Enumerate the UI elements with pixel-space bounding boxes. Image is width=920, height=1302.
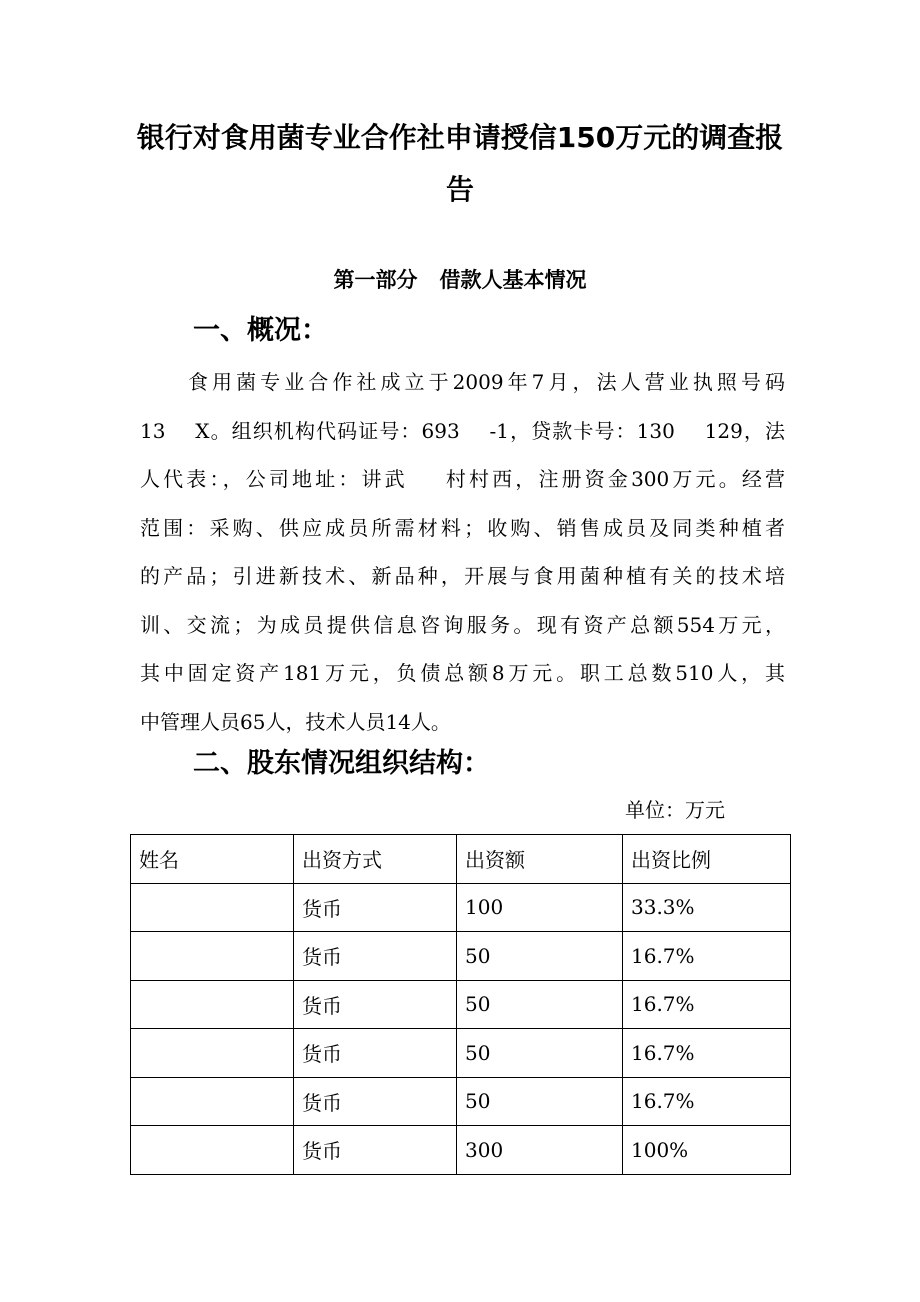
shareholder-table <box>130 834 791 1175</box>
cell-ratio: 16.7% <box>623 1077 791 1126</box>
cell-method: 货币 <box>294 1077 457 1126</box>
paragraph-line: 中管理人员65人，技术人员14人。 <box>140 709 451 734</box>
cell-name <box>131 932 294 981</box>
paragraph-line: 其中固定资产181万元，负债总额8万元。职工总数510人，其 <box>140 661 785 685</box>
table-row <box>131 1029 791 1078</box>
cell-amount: 100 <box>457 883 623 932</box>
table-row <box>131 1126 791 1175</box>
cell-name <box>131 1126 294 1175</box>
header-name: 姓名 <box>131 835 294 884</box>
overview-paragraph <box>140 358 785 746</box>
table-row <box>131 932 791 981</box>
cell-method: 货币 <box>294 883 457 932</box>
paragraph-line: 的产品；引进新技术、新品种，开展与食用菌种植有关的技术培 <box>140 564 785 588</box>
paragraph-line: 13 X。组织机构代码证号：693 -1，贷款卡号：130 129，法 <box>140 418 785 443</box>
table-row <box>131 1077 791 1126</box>
paragraph-line: 训、交流；为成员提供信息咨询服务。现有资产总额554万元， <box>140 612 785 637</box>
cell-name <box>131 980 294 1029</box>
table-row <box>131 980 791 1029</box>
cell-amount: 50 <box>457 1029 623 1078</box>
cell-amount: 300 <box>457 1126 623 1175</box>
part-heading: 第一部分 借款人基本情况 <box>333 268 587 292</box>
header-contribution-method: 出资方式 <box>294 835 457 884</box>
section-heading-shareholders: 二、股东情况组织结构： <box>193 748 490 779</box>
paragraph-line: 食用菌专业合作社成立于2009年7月，法人营业执照号码 <box>188 370 785 394</box>
cell-method: 货币 <box>294 1126 457 1175</box>
cell-amount: 50 <box>457 980 623 1029</box>
paragraph-line: 人代表：，公司地址：讲武 村村西，注册资金300万元。经营 <box>140 467 785 491</box>
cell-method: 货币 <box>294 932 457 981</box>
header-contribution-ratio: 出资比例 <box>623 835 791 884</box>
cell-ratio: 33.3% <box>623 883 791 932</box>
cell-name <box>131 1077 294 1126</box>
cell-method: 货币 <box>294 1029 457 1078</box>
document-title: 银行对食用菌专业合作社申请授信150万元的调查报告 <box>136 121 784 206</box>
cell-method: 货币 <box>294 980 457 1029</box>
header-contribution-amount: 出资额 <box>457 835 623 884</box>
table-header-row <box>131 835 791 884</box>
cell-amount: 50 <box>457 1077 623 1126</box>
section-heading-overview: 一、概况： <box>193 315 328 346</box>
cell-amount: 50 <box>457 932 623 981</box>
cell-name <box>131 883 294 932</box>
cell-name <box>131 1029 294 1078</box>
cell-ratio: 16.7% <box>623 932 791 981</box>
paragraph-line: 范围：采购、供应成员所需材料；收购、销售成员及同类种植者 <box>140 515 785 540</box>
cell-ratio: 16.7% <box>623 980 791 1029</box>
cell-ratio: 100% <box>623 1126 791 1175</box>
unit-label: 单位：万元 <box>625 798 725 822</box>
table-row <box>131 883 791 932</box>
cell-ratio: 16.7% <box>623 1029 791 1078</box>
